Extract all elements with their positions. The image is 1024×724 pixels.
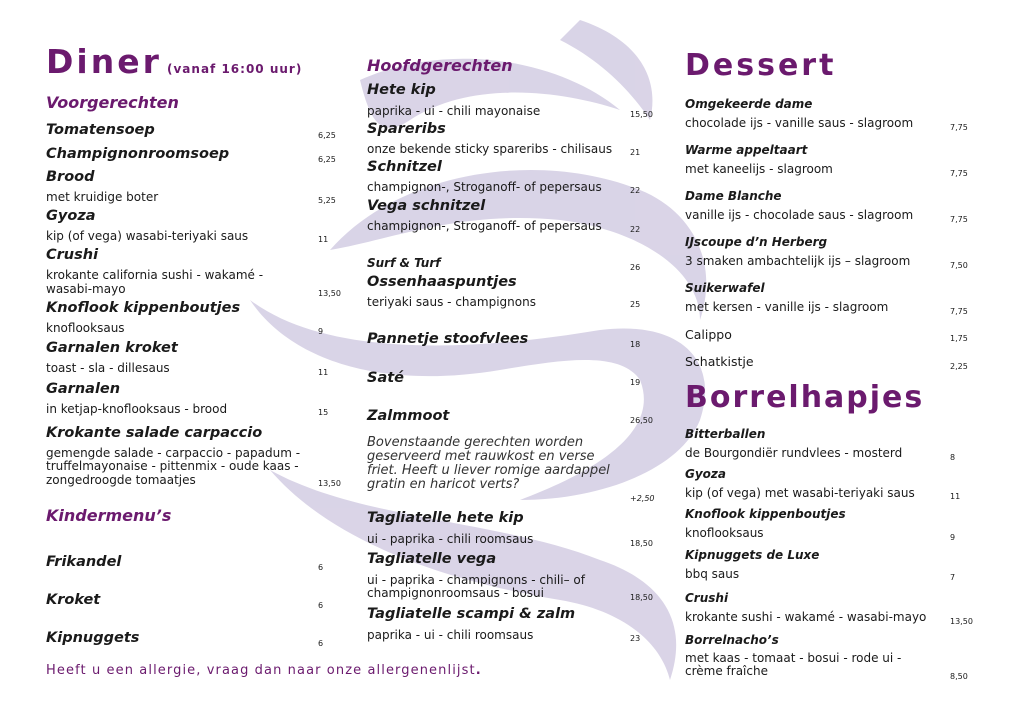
menu-item-name: Tagliatelle hete kip — [367, 510, 524, 526]
menu-item-name: Surf & Turf — [367, 256, 441, 270]
menu-item-desc: gemengde salade - carpaccio - papadum - — [46, 446, 301, 460]
menu-item-price: 11 — [950, 492, 961, 501]
menu-item-name: Pannetje stoofvlees — [367, 331, 529, 347]
menu-item-name: Schatkistje — [685, 354, 754, 369]
side-dish-note: friet. Heeft u liever romige aardappel — [367, 463, 610, 478]
side-dish-price: +2,50 — [630, 494, 655, 503]
menu-item-price: 7 — [950, 573, 956, 582]
menu-item-price: 2,25 — [950, 362, 968, 371]
menu-item-price: 6,25 — [318, 155, 336, 164]
menu-item-price: 25 — [630, 300, 641, 309]
menu-item-price: 6 — [318, 563, 324, 572]
menu-item-name: Tomatensoep — [46, 122, 155, 138]
menu-item-desc: ui - paprika - chili roomsaus — [367, 532, 534, 546]
menu-item-price: 13,50 — [318, 479, 341, 488]
menu-item-name: Garnalen kroket — [46, 340, 178, 356]
menu-item-desc: kip (of vega) wasabi-teriyaki saus — [46, 229, 249, 243]
menu-item-name: Gyoza — [46, 208, 96, 224]
menu-item-desc: met kruidige boter — [46, 190, 159, 204]
menu-item-desc: champignon-, Stroganoff- of pepersaus — [367, 180, 602, 194]
menu-item-name: Borrelnacho’s — [685, 633, 779, 647]
menu-item-desc: onze bekende sticky spareribs - chilisaus — [367, 142, 613, 156]
menu-item-price: 7,50 — [950, 261, 968, 270]
menu-item-name: Crushi — [46, 247, 99, 263]
menu-item-desc: paprika - ui - chili roomsaus — [367, 628, 534, 642]
menu-item-price: 26 — [630, 263, 641, 272]
menu-item-name: Hete kip — [367, 82, 436, 98]
menu-item-name: IJscoupe d’n Herberg — [685, 235, 828, 249]
menu-item-desc: vanille ijs - chocolade saus - slagroom — [685, 208, 914, 222]
menu-item-name: Schnitzel — [367, 159, 442, 175]
menu-item-name: Tagliatelle scampi & zalm — [367, 606, 576, 622]
kindermenu-heading: Kindermenu’s — [46, 506, 172, 525]
menu-item-price: 11 — [318, 235, 329, 244]
menu-item-price: 18,50 — [630, 593, 653, 602]
menu-item-desc: met kaas - tomaat - bosui - rode ui - — [685, 651, 902, 665]
menu-item-name: Tagliatelle vega — [367, 551, 497, 567]
menu-item-price: 6,25 — [318, 131, 336, 140]
hoofdgerechten-heading: Hoofdgerechten — [367, 56, 513, 75]
menu-item-desc: toast - sla - dillesaus — [46, 361, 170, 375]
menu-item-desc: paprika - ui - chili mayonaise — [367, 104, 541, 118]
side-dish-note: Bovenstaande gerechten worden — [367, 435, 584, 450]
menu-item-desc: zongedroogde tomaatjes — [46, 473, 196, 487]
menu-item-price: 7,75 — [950, 123, 968, 132]
diner-hours: (vanaf 16:00 uur) — [167, 62, 303, 76]
menu-item-price: 19 — [630, 378, 641, 387]
menu-item-desc: kip (of vega) met wasabi-teriyaki saus — [685, 486, 915, 500]
menu-item-price: 15 — [318, 408, 329, 417]
menu-item-desc: chocolade ijs - vanille saus - slagroom — [685, 116, 914, 130]
menu-item-name: Kroket — [46, 592, 101, 608]
menu-item-price: 7,75 — [950, 169, 968, 178]
menu-item-price: 21 — [630, 148, 641, 157]
menu-item-desc: 3 smaken ambachtelijk ijs – slagroom — [685, 254, 911, 268]
side-dish-note: gratin en haricot verts? — [367, 477, 520, 492]
menu-item-price: 15,50 — [630, 110, 653, 119]
borrelhapjes-title: Borrelhapjes — [685, 380, 925, 415]
menu-item-name: Calippo — [685, 327, 732, 342]
menu-item-name: Frikandel — [46, 554, 122, 570]
voorgerechten-heading: Voorgerechten — [46, 93, 179, 112]
menu-item-desc: in ketjap-knoflooksaus - brood — [46, 402, 228, 416]
menu-item-name: Warme appeltaart — [685, 143, 808, 157]
menu-item-price: 9 — [950, 533, 956, 542]
dessert-title: Dessert — [685, 48, 837, 83]
side-dish-note: geserveerd met rauwkost en verse — [367, 449, 595, 464]
menu-item-name: Omgekeerde dame — [685, 97, 813, 111]
menu-item-price: 7,75 — [950, 307, 968, 316]
menu-item-name: Garnalen — [46, 381, 121, 397]
menu-item-desc: met kersen - vanille ijs - slagroom — [685, 300, 889, 314]
menu-item-desc: de Bourgondiër rundvlees - mosterd — [685, 446, 903, 460]
diner-title: Diner — [46, 42, 162, 81]
allergy-notice-text: Heeft u een allergie, vraag dan naar onze allergenenlijst — [46, 663, 476, 678]
menu-item-desc: ui - paprika - champignons - chili– of — [367, 573, 585, 587]
allergy-notice — [46, 663, 482, 678]
menu-item-name: Vega schnitzel — [367, 198, 486, 214]
menu-item-price: 13,50 — [950, 617, 973, 626]
menu-item-desc: met kaneelijs - slagroom — [685, 162, 833, 176]
menu-item-name: Champignonroomsoep — [46, 146, 230, 162]
menu-item-name: Saté — [367, 370, 404, 386]
menu-item-price: 26,50 — [630, 416, 653, 425]
menu-item-name: Suikerwafel — [685, 281, 765, 295]
menu-item-name: Knoflook kippenboutjes — [685, 507, 846, 521]
menu-item-price: 22 — [630, 186, 641, 195]
menu-item-desc: champignonroomsaus - bosui — [367, 586, 544, 600]
menu-item-desc: teriyaki saus - champignons — [367, 295, 536, 309]
menu-item-price: 1,75 — [950, 334, 968, 343]
menu-item-price: 18,50 — [630, 539, 653, 548]
menu-item-price: 23 — [630, 634, 641, 643]
menu-item-desc: truffelmayonaise - pittenmix - oude kaas - — [46, 459, 299, 473]
menu-item-name: Zalmmoot — [367, 408, 450, 424]
menu-item-price: 13,50 — [318, 289, 341, 298]
menu-item-desc: wasabi-mayo — [46, 282, 126, 296]
menu-item-desc: bbq saus — [685, 567, 740, 581]
menu-item-price: 22 — [630, 225, 641, 234]
allergy-notice-dot: . — [475, 663, 482, 678]
menu-item-name: Spareribs — [367, 121, 446, 137]
menu-item-price: 7,75 — [950, 215, 968, 224]
menu-item-name: Dame Blanche — [685, 189, 782, 203]
menu-item-desc: knoflooksaus — [685, 526, 764, 540]
menu-item-name: Kipnuggets — [46, 630, 140, 646]
menu-item-name: Ossenhaaspuntjes — [367, 274, 517, 290]
menu-item-price: 5,25 — [318, 196, 336, 205]
menu-item-name: Brood — [46, 169, 95, 185]
menu-item-desc: krokante sushi - wakamé - wasabi-mayo — [685, 610, 927, 624]
menu-item-name: Knoflook kippenboutjes — [46, 300, 241, 316]
menu-item-price: 11 — [318, 368, 329, 377]
menu-item-price: 6 — [318, 639, 324, 648]
menu-item-name: Kipnuggets de Luxe — [685, 548, 820, 562]
menu-item-name: Crushi — [685, 591, 729, 605]
menu-item-desc: knoflooksaus — [46, 321, 125, 335]
menu-item-price: 8,50 — [950, 672, 968, 681]
menu-item-desc: champignon-, Stroganoff- of pepersaus — [367, 219, 602, 233]
menu-item-price: 9 — [318, 327, 324, 336]
menu-item-price: 8 — [950, 453, 956, 462]
menu-item-price: 18 — [630, 340, 641, 349]
menu-item-desc: crème fraîche — [685, 664, 768, 678]
menu-item-price: 6 — [318, 601, 324, 610]
menu-item-name: Gyoza — [685, 467, 726, 481]
menu-item-desc: krokante california sushi - wakamé - — [46, 268, 264, 282]
menu-item-name: Bitterballen — [685, 427, 766, 441]
menu-item-name: Krokante salade carpaccio — [46, 425, 263, 441]
